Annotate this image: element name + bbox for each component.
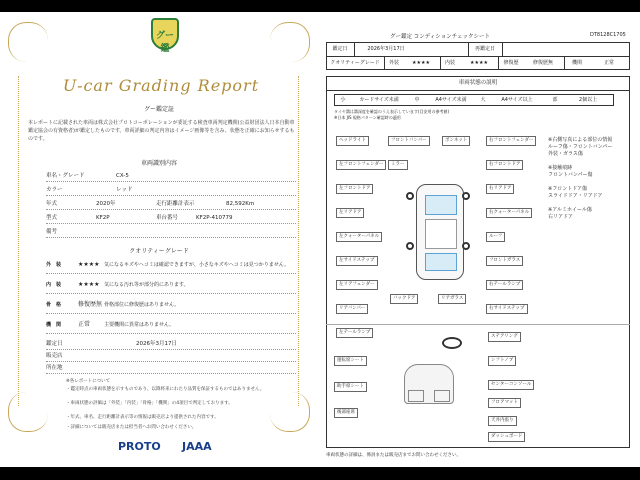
- part-label: 右サイドステップ: [486, 304, 528, 314]
- vehicle-model-row: 型式 KF2P 車台番号 KF2P-410779: [46, 212, 296, 224]
- info-text: ※右側写真による部位の情報: [548, 137, 613, 143]
- rear-window: [425, 253, 457, 271]
- vehicle-name-row: 車名・グレード CX-5: [46, 170, 296, 182]
- int-label: 内装: [444, 60, 455, 66]
- interior-label: センターコンソール: [488, 380, 534, 390]
- note-item: ・詳細については販売店または担当者へお問い合わせください。: [66, 425, 197, 430]
- grade-engine-row: 機 関 正常 主要機関に異常はありません。: [46, 316, 296, 334]
- grading-certificate: [6, 16, 312, 462]
- ornament-corner: [270, 22, 310, 62]
- interior-label: 運転席シート: [334, 356, 367, 366]
- legend-cell: A4サイズ未満: [435, 97, 467, 103]
- info-text: ルーフ傷・フロントバンパー: [548, 144, 613, 150]
- shop-row: 販売店: [46, 350, 296, 362]
- info-text: ※接触痕跡: [548, 165, 573, 171]
- legend-note: ※日本 JIS 規格パターン確認時の適用: [334, 115, 401, 120]
- wheel-icon: [462, 192, 470, 200]
- wheel-icon: [462, 242, 470, 250]
- info-text: スライドドア・リアドア: [548, 193, 603, 199]
- grade-frame-row: 骨 格 修復歴無 骨格部位に修復歴はありません。: [46, 296, 296, 314]
- part-label: ミラー: [388, 160, 408, 170]
- repair-label: 修復歴: [503, 60, 519, 66]
- quality-section-title: クオリティーグレード: [129, 248, 189, 255]
- part-label: ボンネット: [442, 136, 470, 146]
- vehicle-color-row: カラー レッド: [46, 184, 296, 196]
- info-text: 右リアドア: [548, 214, 573, 220]
- vehicle-section-title: 車両識別内容: [140, 160, 177, 167]
- part-label: 右テールランプ: [486, 280, 523, 290]
- legend-cell: 2個以上: [578, 97, 598, 103]
- part-label: 左テールランプ: [336, 328, 373, 338]
- part-label: 右フロントドア: [486, 160, 523, 170]
- interior-label: 天井内張り: [488, 416, 517, 426]
- section-title: 車両状態の説明: [458, 80, 498, 86]
- interior-label: フロアマット: [488, 398, 521, 408]
- part-label: 右フロントフェンダー: [486, 136, 536, 146]
- steering-wheel-icon: [442, 337, 462, 349]
- part-label: リアバンパー: [336, 304, 368, 314]
- certificate-intro: 本レポートに記載された車両は株式会社プロトコーポレーションが委託する検査車両判定機関(公益財団法人日本自動車鑑定協会の有資格者)が鑑定したものです。車両詳細の判定内容はイメージ画像等を含み、状態を正確にお知らせするものです。: [28, 120, 295, 142]
- ornament-corner: [8, 22, 48, 62]
- part-label: バックドア: [390, 294, 418, 304]
- date-value: 2026年3月17日: [367, 46, 405, 52]
- footer-note: 車両状態の詳細は、係員または販売店までお問い合わせください。: [326, 453, 461, 458]
- part-label: 左リアフェンダー: [336, 280, 378, 290]
- notes-title: ※各レポートについて: [66, 379, 111, 384]
- ext-score: ★★★★: [412, 60, 430, 66]
- int-score: ★★★★: [470, 60, 488, 66]
- interior-label: ダッシュボード: [488, 432, 525, 442]
- ornament-border: [298, 76, 308, 406]
- part-label: 左フロントドア: [336, 184, 373, 194]
- document-sheet: [0, 12, 640, 467]
- info-text: ※アルミホイール傷: [548, 207, 592, 213]
- repair-value: 修復歴無: [532, 60, 553, 66]
- part-label: 左フロントフェンダー: [336, 160, 386, 170]
- wheel-icon: [406, 192, 414, 200]
- quality-grade-label: クオリティーグレード: [330, 60, 380, 66]
- part-label: 右リアドア: [486, 184, 514, 194]
- part-label: 左クォーターパネル: [336, 232, 382, 242]
- certificate-subtitle: グー鑑定証: [143, 106, 174, 113]
- grade-exterior-row: 外 装 ★★★★ 気になるキズやヘコミは確認できますが、小さなキズやヘコミは見つかりません。: [46, 256, 296, 274]
- dealer-row: 所在地: [46, 362, 296, 374]
- interior-label: ステアリング: [488, 332, 521, 342]
- engine-label: 機関: [571, 60, 582, 66]
- certificate-title: U-car Grading Report: [62, 76, 260, 95]
- part-label: フロントバンパー: [388, 136, 430, 146]
- ornament-border: [18, 76, 28, 406]
- interior-label: シフトノブ: [488, 356, 516, 366]
- part-label: 右クォーターパネル: [486, 208, 532, 218]
- interior-label: 助手席シート: [334, 382, 367, 392]
- note-item: ・車両状態の評価は「外装」「内装」「骨格」「機関」の4項目で判定しております。: [66, 401, 233, 406]
- reinspection-label: 再鑑定日: [474, 46, 495, 52]
- seat-icon: [408, 390, 424, 402]
- part-label: 左リアドア: [336, 208, 364, 218]
- engine-value: 正常: [603, 60, 614, 66]
- legend-cell: 大: [480, 97, 486, 103]
- part-label: ヘッドライト: [336, 136, 369, 146]
- info-text: ※フロントドア傷: [548, 186, 588, 192]
- jaaa-logo: JAAA: [182, 440, 212, 453]
- note-item: ・鑑定時点の車両状態を示すものであり、以降将来にわたり品質を保証するものではありません。: [66, 387, 265, 392]
- ext-label: 外装: [388, 60, 399, 66]
- condition-check-sheet: [318, 12, 636, 467]
- part-label: リアガラス: [438, 294, 466, 304]
- goo-badge-icon: グー鑑: [151, 18, 179, 50]
- info-text: フロントバンパー傷: [548, 172, 593, 178]
- windshield: [425, 195, 457, 215]
- wheel-icon: [406, 242, 414, 250]
- legend-cell: A4サイズ以上: [501, 97, 533, 103]
- seat-icon: [434, 390, 450, 402]
- note-item: ・年式、車名、走行距離計表示等の情報は販売店より提供された内容です。: [66, 415, 219, 420]
- legend-cell: カードサイズ未満: [359, 97, 399, 103]
- proto-logo: PROTO: [118, 440, 161, 453]
- certificate-number: DT8128C1705: [590, 32, 626, 38]
- car-top-view: [416, 184, 464, 280]
- legend-cell: 部: [552, 97, 558, 103]
- legend-cell: 小: [340, 97, 346, 103]
- part-label: ルーフ: [486, 232, 505, 242]
- part-label: 左サイドステップ: [336, 256, 378, 266]
- vehicle-year-row: 年式 2020年 走行距離計表示 82,592Km: [46, 198, 296, 210]
- info-text: 外装・ガラス傷: [548, 151, 583, 157]
- sheet-title: グー鑑定 コンディションチェックシート: [390, 34, 491, 40]
- grade-interior-row: 内 装 ★★★★ 気になる汚れ等が部分的にあります。: [46, 276, 296, 294]
- interior-label: 後部座席: [334, 408, 358, 418]
- vehicle-remarks-row: 備考: [46, 226, 296, 238]
- ornament-corner: [8, 392, 48, 432]
- date-label: 鑑定日: [332, 46, 348, 52]
- legend-cell: 中: [414, 97, 420, 103]
- roof: [425, 219, 457, 249]
- part-label: フロントガラス: [486, 256, 523, 266]
- inspection-date-row: 鑑定日 2026年3月17日: [46, 338, 296, 350]
- legend-note: タイヤ溝は溝深度を確認のうえ表示しています(目安用の参考値): [334, 109, 450, 114]
